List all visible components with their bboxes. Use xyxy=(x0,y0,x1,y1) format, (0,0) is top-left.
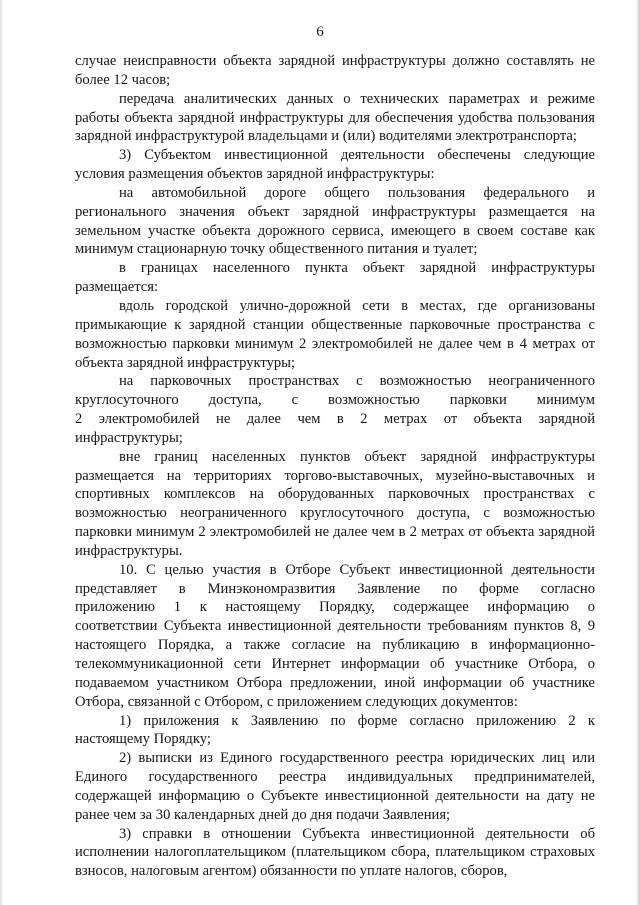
scan-edge-right xyxy=(636,0,640,905)
paragraph-section-10-rest: соответствии Субъекта инвестиционной деятельности требованиям пунктов 8, 9 настоящего Порядка, а также согласие на публикацию в информационно-телекоммуникационной сети Интернет информации об участнике Отбора, о подаваемом участником Отбора предложении, иной информации об участнике Отбора, связанной с Отбором, с приложением следующих документов: xyxy=(75,618,595,710)
paragraph-parking-line-1: на парковочных пространствах с возможностью неограниченного xyxy=(119,373,595,390)
document-body xyxy=(75,52,595,881)
scan-edge-left xyxy=(0,0,3,905)
paragraph-parking-line-4: инфраструктуры; xyxy=(75,429,183,446)
paragraph-section-10 xyxy=(75,561,595,712)
paragraph-parking xyxy=(75,372,595,447)
list-item-2: 2) выписки из Единого государственного реестра юридических лиц или Единого государственного реестра индивидуальных предпринимателей, содержащей информацию о Субъекте инвестиционной деятельности на дату не ранее чем за 30 календарных дней до дня подачи Заявления; xyxy=(75,750,595,823)
paragraph-section-10-line-3: приложению 1 к настоящему Порядку, содержащее информацию о xyxy=(75,599,595,616)
paragraph-section-10-line-1: 10. С целью участия в Отборе Субъект инвестиционной деятельности xyxy=(119,561,595,578)
paragraph-outside-settlements: вне границ населенных пунктов объект зарядной инфраструктуры размещается на территориях торгово-выставочных, музейно-выставочных и спортивных комплексов на оборудованных парковочных пространствах с возможностью неограниченного круглосуточного доступа, с возможностью парковки минимум 2 электромобилей не далее чем в 2 метрах от объекта зарядной инфраструктуры. xyxy=(75,448,595,559)
paragraph-section-10-line-2: представляет в Минэкономразвития Заявление по форме согласно xyxy=(75,580,595,597)
paragraph-parking-line-3: 2 электромобилей не далее чем в 2 метрах от объекта зарядной xyxy=(75,411,595,428)
paragraph-street-network: вдоль городской улично-дорожной сети в местах, где организованы примыкающие к зарядной станции общественные парковочные пространства с возможностью парковки минимум 2 электромобилей не далее чем в 4 метрах от объекта зарядной инфраструктуры; xyxy=(75,297,595,371)
paragraph-city: в границах населенного пункта объект зарядной инфраструктуры размещается: xyxy=(75,260,595,296)
paragraph-road: на автомобильной дороге общего пользования федерального и регионального значения объект зарядной инфраструктуры размещается на земельном участке объекта дорожного сервиса, имеющего в своем составе как минимум стационарную точку общественного питания и туалет; xyxy=(75,184,595,258)
paragraph-data-transfer: передача аналитических данных о технических параметрах и режиме работы объекта зарядной инфраструктуры для обеспечения удобства пользования зарядной инфраструктурой владельцами и (или) водителями электротранспорта; xyxy=(75,90,595,145)
list-item-3: 3) справки в отношении Субъекта инвестиционной деятельности об исполнении налогоплательщиком (плательщиком сбора, плательщиком страховых взносов, налоговым агентом) обязанности по уплате налогов, сборов, xyxy=(75,825,595,880)
page-number: 6 xyxy=(316,24,324,40)
paragraph-continuation: случае неисправности объекта зарядной инфраструктуры должно составлять не более 12 часов; xyxy=(75,53,595,88)
paragraph-item-3: 3) Субъектом инвестиционной деятельности обеспечены следующие условия размещения объектов зарядной инфраструктуры: xyxy=(75,147,595,183)
paragraph-parking-line-2: круглосуточного доступа, с возможностью парковки минимум xyxy=(75,392,595,409)
list-item-1: 1) приложения к Заявлению по форме согласно приложению 2 к настоящему Порядку; xyxy=(75,712,595,748)
